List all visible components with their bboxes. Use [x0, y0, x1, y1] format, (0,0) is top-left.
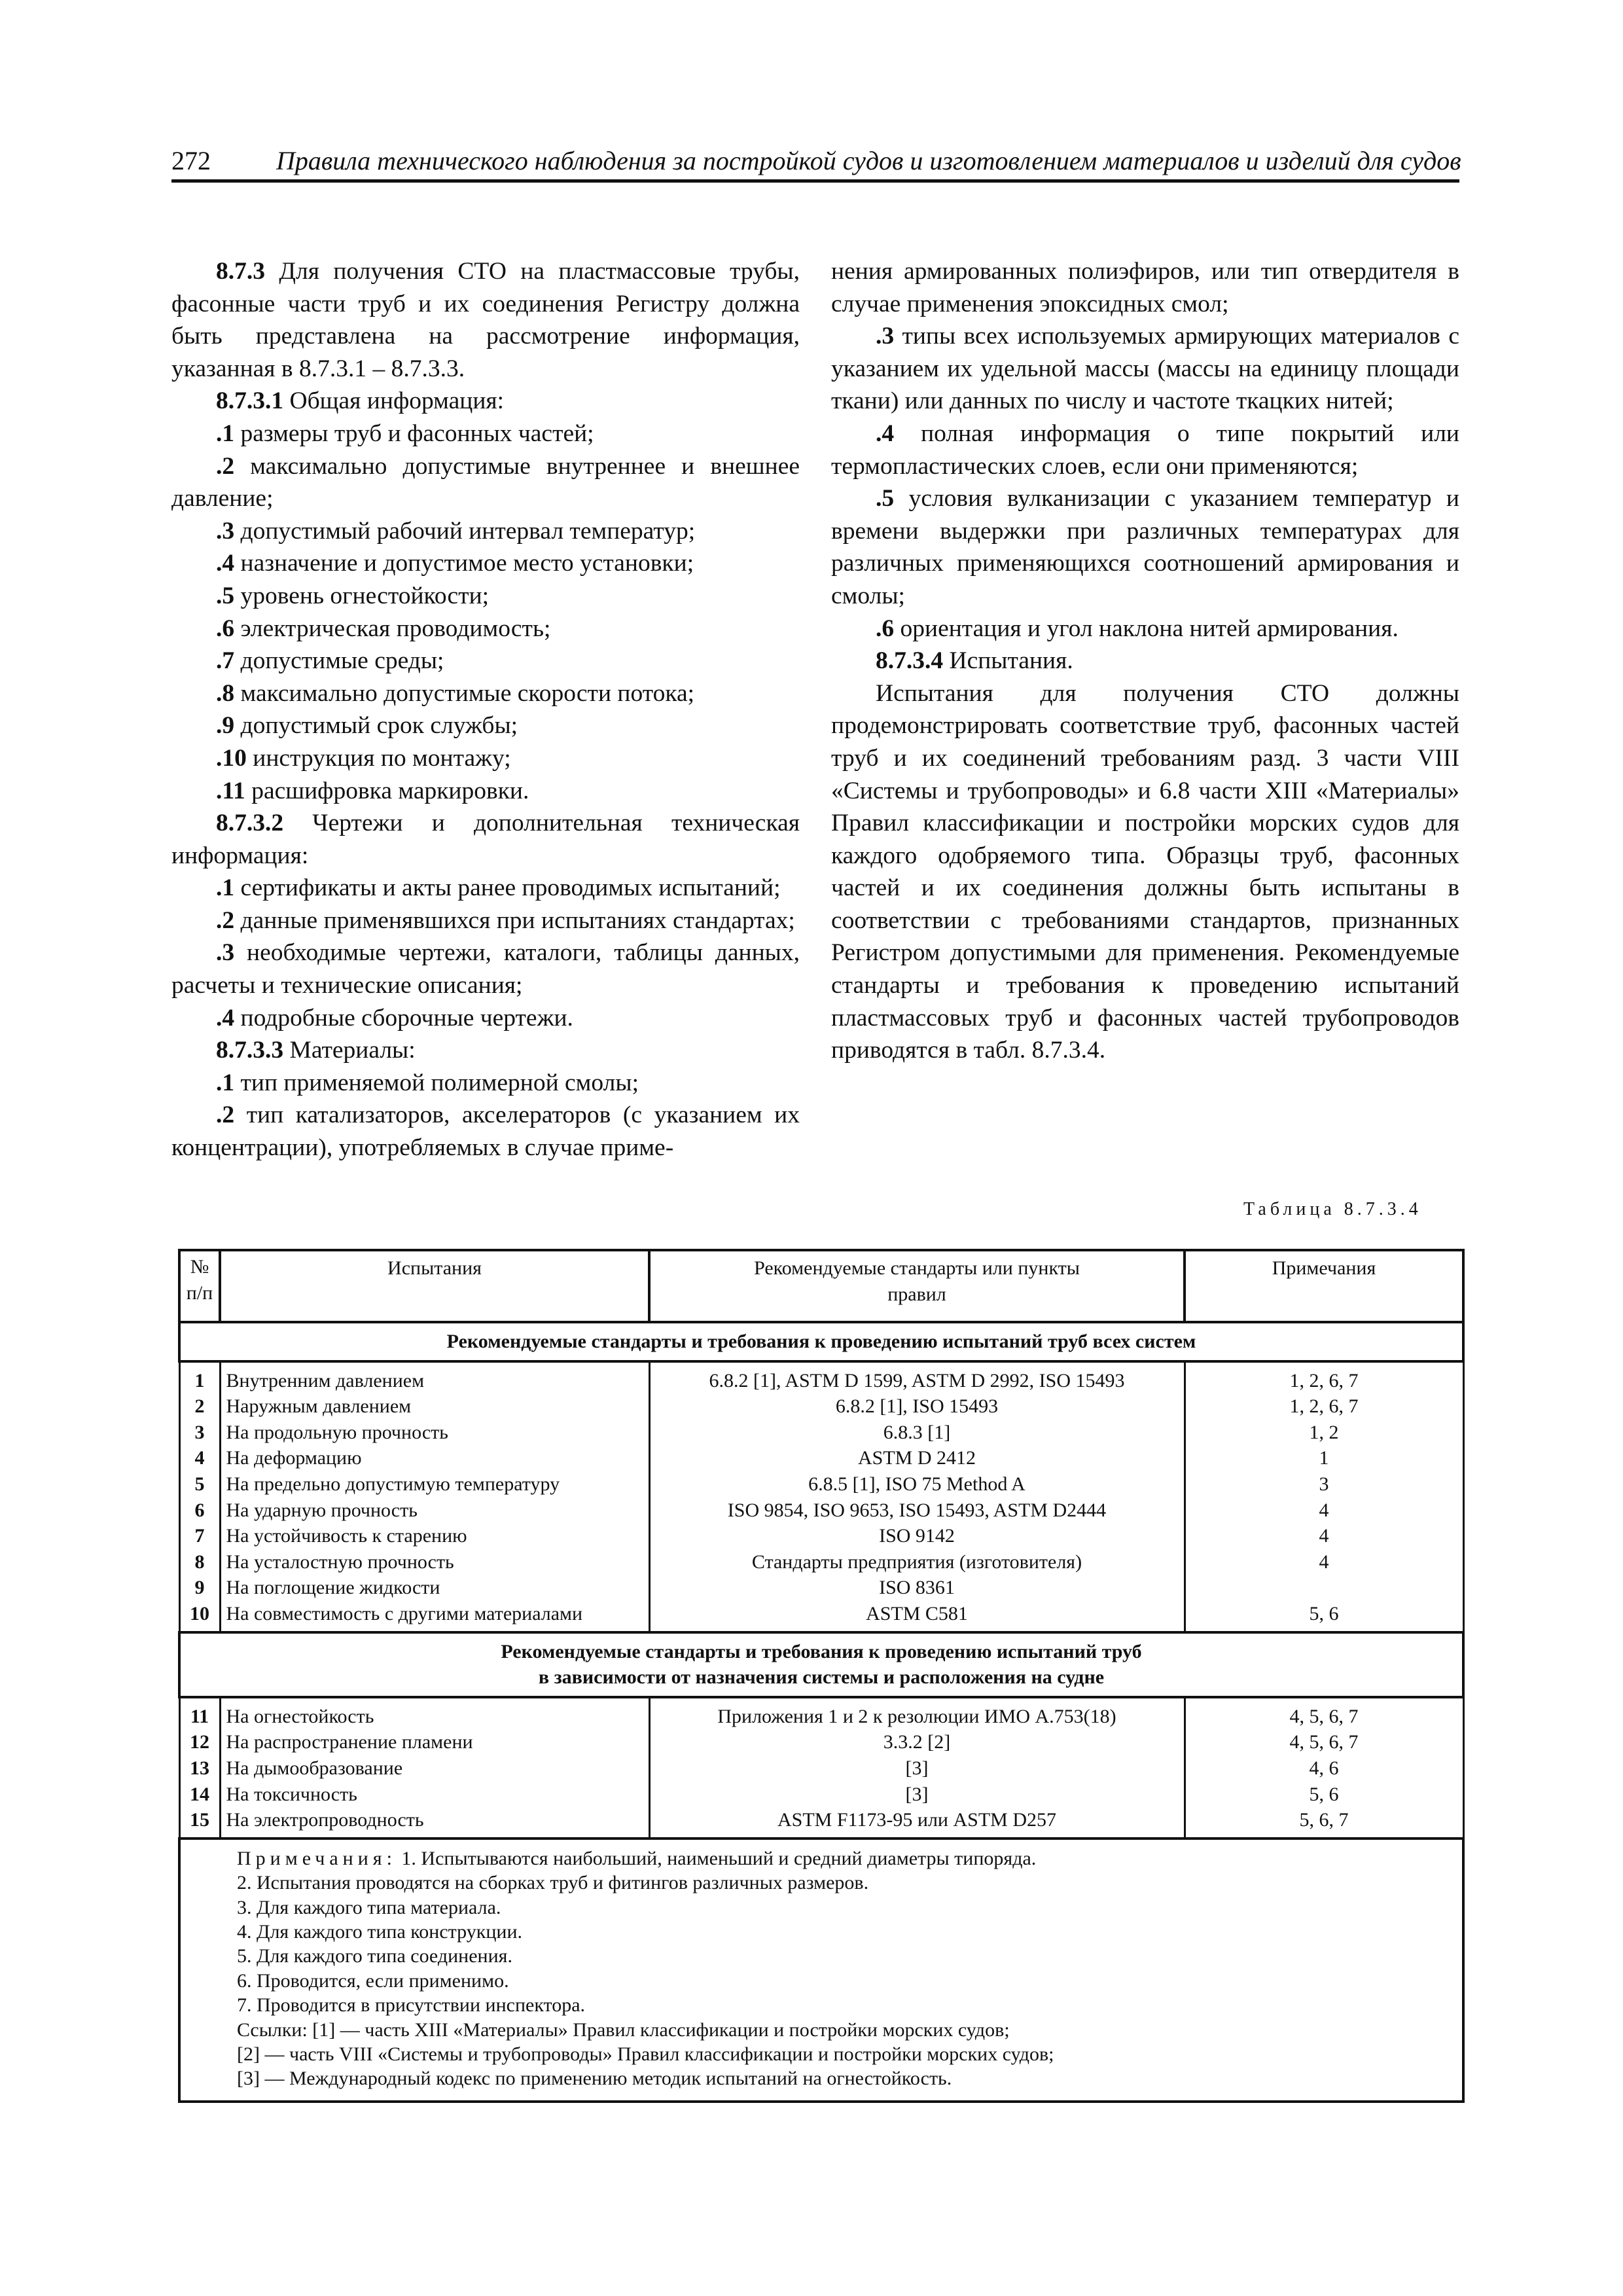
table-row — [179, 1420, 1463, 1446]
notes-row — [179, 1839, 1463, 2102]
paragraph-text: допустимые среды; — [234, 647, 444, 675]
clause-number: 8.7.3 — [216, 258, 265, 285]
paragraph-text: необходимые чертежи, каталоги, таблицы данных, расчеты и технические описания; — [171, 939, 800, 999]
clause-number: .6 — [876, 615, 895, 642]
paragraph — [171, 872, 800, 905]
table-row — [179, 1601, 1463, 1632]
paragraph — [831, 613, 1459, 645]
table-notes — [179, 1839, 1463, 2102]
table-row — [179, 1807, 1463, 1839]
clause-number: .3 — [216, 939, 235, 967]
paragraph — [171, 580, 800, 613]
clause-number: .3 — [216, 517, 235, 545]
paragraph-text: допустимый рабочий интервал температур; — [234, 517, 696, 545]
paragraph — [171, 547, 800, 580]
paragraph-text: размеры труб и фасонных частей; — [234, 420, 594, 447]
row-number: 10 — [179, 1601, 220, 1632]
row-test: На предельно допустимую температуру — [220, 1471, 649, 1498]
row-test: Наружным давлением — [220, 1393, 649, 1420]
row-note: 1, 2, 6, 7 — [1185, 1361, 1463, 1394]
row-test: Внутренним давлением — [220, 1361, 649, 1394]
tests-table — [178, 1249, 1465, 2103]
note-text: 7. Проводится в присутствии инспектора. — [237, 1994, 586, 2017]
header-notes: Примечания — [1185, 1250, 1463, 1322]
row-number: 4 — [179, 1445, 220, 1471]
paragraph-text: сертификаты и акты ранее проводимых испытаний; — [234, 874, 781, 902]
notes-label: Примечания: — [237, 1847, 397, 1869]
row-test: На распространение пламени — [220, 1729, 649, 1755]
header-standards: Рекомендуемые стандарты или пункты правил — [649, 1250, 1185, 1322]
table-row — [179, 1361, 1463, 1394]
row-standard: 6.8.5 [1], ISO 75 Method A — [649, 1471, 1185, 1498]
page-number: 272 — [171, 146, 211, 175]
paragraph — [171, 677, 800, 710]
clause-number: .4 — [876, 420, 895, 447]
paragraph-text: инструкция по монтажу; — [246, 744, 511, 772]
table-row — [179, 1755, 1463, 1782]
clause-number: .3 — [876, 323, 895, 350]
clause-number: .5 — [216, 582, 235, 609]
clause-number: .7 — [216, 647, 235, 675]
paragraph — [171, 937, 800, 1001]
clause-number: .1 — [216, 420, 235, 447]
note-text: 3. Для каждого типа материала. — [237, 1896, 501, 1918]
clause-number: 8.7.3.4 — [876, 647, 944, 675]
row-standard: ISO 9854, ISO 9653, ISO 15493, ASTM D2444 — [649, 1498, 1185, 1524]
paragraph — [831, 320, 1459, 418]
paragraph — [171, 1034, 800, 1067]
row-test: На усталостную прочность — [220, 1549, 649, 1575]
running-title: Правила технического наблюдения за постройкой судов и изготовлением материалов и изделий для судов — [276, 146, 1461, 175]
table-caption: Таблица 8.7.3.4 — [1243, 1199, 1422, 1219]
header-test: Испытания — [220, 1250, 649, 1322]
paragraph-text: электрическая проводимость; — [234, 615, 551, 642]
clause-number: .8 — [216, 679, 235, 707]
note-line — [237, 1969, 1410, 1993]
paragraph-text: Испытания для получения СТО должны продемонстрировать соответствие труб, фасонных частей труб и их соединений требованиям разд. 3 части VIII «Системы и трубопроводы» и 6.8 части XIII «Материалы» Правил классификации и постройки морских судов для каждого одобряемого типа. Образцы труб, фасонных частей и их соединения должны быть испытаны в соответствии с требованиями стандартов, признанных Регистром допустимыми для применения. Рекомендуемые стандарты и требования к проведению испытаний пластмассовых труб и фасонных частей трубопроводов приводятся в табл. 8.7.3.4. — [831, 679, 1459, 1064]
note-line — [237, 1871, 1410, 1895]
table-row — [179, 1523, 1463, 1549]
paragraph-text: Испытания. — [943, 647, 1073, 675]
row-number: 6 — [179, 1498, 220, 1524]
paragraph — [831, 677, 1459, 1067]
clause-number: .4 — [216, 550, 235, 577]
note-line — [237, 2066, 1410, 2090]
row-test: На устойчивость к старению — [220, 1523, 649, 1549]
paragraph-text: допустимый срок службы; — [234, 712, 518, 740]
paragraph — [831, 482, 1459, 612]
paragraph — [171, 385, 800, 418]
clause-number: 8.7.3.3 — [216, 1037, 284, 1064]
section2-title — [179, 1632, 1463, 1697]
paragraph-text: типы всех используемых армирующих материалов с указанием их удельной массы (массы на единицу площади ткани) или данных по числу и частоте ткацких нитей; — [831, 323, 1459, 415]
row-test: На деформацию — [220, 1445, 649, 1471]
clause-number: .6 — [216, 615, 235, 642]
paragraph — [171, 515, 800, 548]
note-line — [237, 1846, 1410, 1871]
row-standard: Стандарты предприятия (изготовителя) — [649, 1549, 1185, 1575]
note-line — [237, 1920, 1410, 1944]
row-note: 3 — [1185, 1471, 1463, 1498]
paragraph-text: Чертежи и дополнительная техническая информация: — [171, 810, 800, 869]
section2-title-line1: Рекомендуемые стандарты и требования к проведению испытаний труб — [501, 1640, 1142, 1662]
note-line — [237, 2018, 1410, 2042]
note-text: [2] — часть VIII «Системы и трубопроводы» Правил классификации и постройки морских судов; — [237, 2043, 1054, 2065]
clause-number: .4 — [216, 1004, 235, 1031]
note-text: 6. Проводится, если применимо. — [237, 1969, 509, 1992]
paragraph-text: назначение и допустимое место установки; — [234, 550, 694, 577]
row-test: На дымообразование — [220, 1755, 649, 1782]
paragraph — [171, 1099, 800, 1164]
paragraph-text: данные применявшихся при испытаниях стандартах; — [234, 906, 795, 934]
note-line — [237, 1993, 1410, 2017]
row-standard: ASTM C581 — [649, 1601, 1185, 1632]
row-test: На поглощение жидкости — [220, 1575, 649, 1601]
paragraph — [171, 709, 800, 742]
row-number: 15 — [179, 1807, 220, 1839]
row-standard: [3] — [649, 1782, 1185, 1808]
table-row — [179, 1549, 1463, 1575]
section2-title-line2: в зависимости от назначения системы и расположения на судне — [538, 1666, 1105, 1689]
clause-number: .2 — [216, 1102, 235, 1129]
table-row — [179, 1782, 1463, 1808]
paragraph — [171, 807, 800, 872]
note-text: Ссылки: [1] — часть XIII «Материалы» Правил классификации и постройки морских судов; — [237, 2018, 1010, 2041]
row-number: 1 — [179, 1361, 220, 1394]
paragraph — [831, 645, 1459, 677]
paragraph-text: нения армированных полиэфиров, или тип отвердителя в случае применения эпоксидных смол; — [831, 258, 1459, 317]
clause-number: .10 — [216, 744, 247, 772]
paragraph — [171, 905, 800, 937]
paragraph-text: уровень огнестойкости; — [234, 582, 490, 609]
clause-number: .11 — [216, 777, 245, 804]
paragraph — [171, 255, 800, 385]
paragraph-text: тип применяемой полимерной смолы; — [234, 1069, 639, 1096]
clause-number: .1 — [216, 1069, 235, 1096]
note-text: 5. Для каждого типа соединения. — [237, 1945, 512, 1967]
row-number: 5 — [179, 1471, 220, 1498]
row-note: 5, 6 — [1185, 1782, 1463, 1808]
clause-number: .1 — [216, 874, 235, 902]
section-title-row — [179, 1632, 1463, 1697]
row-note: 4, 5, 6, 7 — [1185, 1729, 1463, 1755]
paragraph — [171, 450, 800, 515]
row-number: 9 — [179, 1575, 220, 1601]
row-test: На ударную прочность — [220, 1498, 649, 1524]
row-note: 4 — [1185, 1498, 1463, 1524]
row-standard: ASTM D 2412 — [649, 1445, 1185, 1471]
clause-number: .9 — [216, 712, 235, 740]
table-row — [179, 1445, 1463, 1471]
row-note: 4 — [1185, 1549, 1463, 1575]
table-row — [179, 1575, 1463, 1601]
row-note: 5, 6, 7 — [1185, 1807, 1463, 1839]
clause-number: .2 — [216, 906, 235, 934]
row-note: 4, 6 — [1185, 1755, 1463, 1782]
section1-title: Рекомендуемые стандарты и требования к проведению испытаний труб всех систем — [179, 1322, 1463, 1361]
clause-number: 8.7.3.1 — [216, 387, 284, 415]
row-standard: ASTM F1173-95 или ASTM D257 — [649, 1807, 1185, 1839]
paragraph-text: тип катализаторов, акселераторов (с указанием их концентрации), употребляемых в случае приме- — [171, 1102, 800, 1162]
note-line — [237, 1944, 1410, 1968]
row-number: 8 — [179, 1549, 220, 1575]
note-text: 4. Для каждого типа конструкции. — [237, 1920, 522, 1943]
row-number: 2 — [179, 1393, 220, 1420]
row-test: На огнестойкость — [220, 1697, 649, 1730]
row-standard: ISO 8361 — [649, 1575, 1185, 1601]
row-number: 3 — [179, 1420, 220, 1446]
note-text: 1. Испытываются наибольший, наименьший и средний диаметры типоряда. — [396, 1847, 1037, 1869]
section-title-row — [179, 1322, 1463, 1361]
row-test: На электропроводность — [220, 1807, 649, 1839]
clause-number: 8.7.3.2 — [216, 810, 284, 837]
paragraph-text: условия вулканизации с указанием температур и времени выдержки при различных температурах для различных применяющихся соотношений армирования и смолы; — [831, 485, 1459, 609]
paragraph — [171, 418, 800, 450]
left-text-column — [171, 255, 800, 1164]
table-row — [179, 1471, 1463, 1498]
paragraph — [831, 418, 1459, 482]
note-text: [3] — Международный кодекс по применению методик испытаний на огнестойкость. — [237, 2068, 952, 2090]
row-test: На продольную прочность — [220, 1420, 649, 1446]
clause-number: .2 — [216, 452, 235, 480]
paragraph-text: максимально допустимые скорости потока; — [234, 679, 695, 707]
table-row — [179, 1393, 1463, 1420]
clause-number: .5 — [876, 485, 895, 512]
row-number: 14 — [179, 1782, 220, 1808]
table-row — [179, 1697, 1463, 1730]
table-row — [179, 1729, 1463, 1755]
paragraph — [171, 775, 800, 808]
row-standard: 3.3.2 [2] — [649, 1729, 1185, 1755]
right-text-column — [831, 255, 1459, 1067]
paragraph-text: ориентация и угол наклона нитей армирования. — [894, 615, 1399, 642]
row-standard: [3] — [649, 1755, 1185, 1782]
row-test: На токсичность — [220, 1782, 649, 1808]
paragraph-text: расшифровка маркировки. — [245, 777, 529, 804]
paragraph — [831, 255, 1459, 320]
row-standard: 6.8.2 [1], ISO 15493 — [649, 1393, 1185, 1420]
row-note: 4 — [1185, 1523, 1463, 1549]
header-num: № п/п — [179, 1250, 220, 1322]
row-note: 1, 2, 6, 7 — [1185, 1393, 1463, 1420]
row-number: 11 — [179, 1697, 220, 1730]
note-text: 2. Испытания проводятся на сборках труб и фитингов различных размеров. — [237, 1872, 869, 1894]
paragraph-text: Общая информация: — [283, 387, 505, 415]
note-line — [237, 2042, 1410, 2066]
row-standard: 6.8.2 [1], ASTM D 1599, ASTM D 2992, ISO 15493 — [649, 1361, 1185, 1394]
paragraph — [171, 742, 800, 775]
paragraph — [171, 1002, 800, 1035]
paragraph-text: максимально допустимые внутреннее и внешнее давление; — [171, 452, 800, 512]
page-header — [171, 139, 1459, 183]
paragraph-text: полная информация о типе покрытий или термопластических слоев, если они применяются; — [831, 420, 1459, 480]
row-note: 1, 2 — [1185, 1420, 1463, 1446]
paragraph-text: Материалы: — [283, 1037, 416, 1064]
row-standard: ISO 9142 — [649, 1523, 1185, 1549]
paragraph-text: Для получения СТО на пластмассовые трубы, фасонные части труб и их соединения Регистру должна быть представлена на рассмотрение информация, указанная в 8.7.3.1 – 8.7.3.3. — [171, 258, 800, 382]
row-standard: 6.8.3 [1] — [649, 1420, 1185, 1446]
row-number: 13 — [179, 1755, 220, 1782]
row-test: На совместимость с другими материалами — [220, 1601, 649, 1632]
note-line — [237, 1895, 1410, 1920]
row-note: 1 — [1185, 1445, 1463, 1471]
paragraph-text: подробные сборочные чертежи. — [234, 1004, 573, 1031]
table-header-row — [179, 1250, 1463, 1322]
row-number: 12 — [179, 1729, 220, 1755]
paragraph — [171, 1067, 800, 1100]
paragraph — [171, 645, 800, 677]
row-note — [1185, 1575, 1463, 1601]
row-standard: Приложения 1 и 2 к резолюции ИМО A.753(18) — [649, 1697, 1185, 1730]
table-row — [179, 1498, 1463, 1524]
row-note: 4, 5, 6, 7 — [1185, 1697, 1463, 1730]
row-number: 7 — [179, 1523, 220, 1549]
paragraph — [171, 613, 800, 645]
row-note: 5, 6 — [1185, 1601, 1463, 1632]
